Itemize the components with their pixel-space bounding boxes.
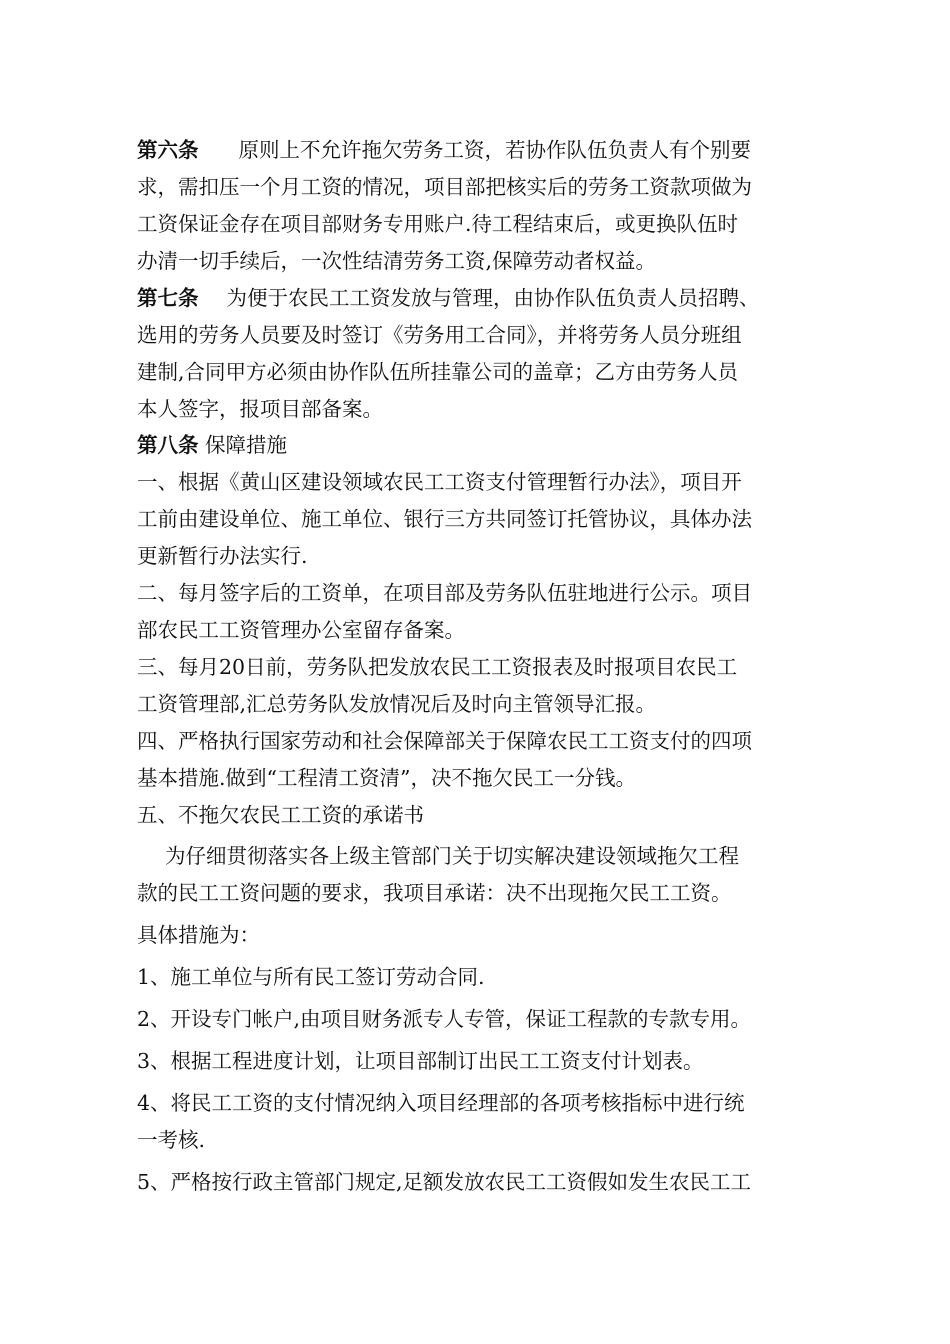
measure-3-line-1: 三、每月20日前，劳务队把发放农民工工资报表及时报项目农民工 — [137, 655, 738, 679]
measure-1-line-2: 工前由建设单位、施工单位、银行三方共同签订托管协议，具体办法 — [137, 507, 752, 531]
measure-4-line-1: 四、严格执行国家劳动和社会保障部关于保障农民工工资支付的四项 — [137, 729, 752, 753]
pledge-item-3: 3、根据工程进度计划，让项目部制订出民工工资支付计划表。 — [137, 1049, 704, 1073]
measure-2-line-2: 部农民工工资管理办公室留存备案。 — [137, 618, 465, 642]
article-7-line-4: 本人签字，报项目部备案。 — [137, 397, 383, 421]
pledge-item-2: 2、开设专门帐户,由项目财务派专人专管，保证工程款的专款专用。 — [137, 1007, 752, 1031]
measure-4-line-2: 基本措施.做到“工程清工资清”，决不拖欠民工一分钱。 — [137, 766, 636, 790]
article-8-heading: 第八条 — [137, 433, 199, 457]
article-7-line-3: 建制,合同甲方必须由协作队伍所挂靠公司的盖章；乙方由劳务人员 — [137, 360, 739, 384]
article-6-text-1: 原则上不允许拖欠劳务工资，若协作队伍负责人有个别要 — [238, 138, 751, 162]
article-6-line-4: 办清一切手续后，一次性结清劳务工资,保障劳动者权益。 — [137, 249, 657, 273]
article-6-line-3: 工资保证金存在项目部财务专用账户.待工程结束后，或更换队伍时 — [137, 212, 739, 236]
article-7-line-1 — [137, 285, 760, 311]
pledge-item-1: 1、施工单位与所有民工签订劳动合同. — [137, 965, 485, 989]
measure-5-title: 五、不拖欠农民工工资的承诺书 — [137, 803, 424, 827]
measure-3-line-2: 工资管理部,汇总劳务队发放情况后及时向主管领导汇报。 — [137, 692, 657, 716]
article-8-heading-line — [137, 432, 287, 458]
measure-1-line-1: 一、根据《黄山区建设领域农民工工资支付管理暂行办法》，项目开 — [137, 470, 742, 494]
measure-1-line-3: 更新暂行办法实行. — [137, 544, 308, 568]
measure-2-line-1: 二、每月签字后的工资单，在项目部及劳务队伍驻地进行公示。项目 — [137, 581, 752, 605]
article-7-text-1: 为便于农民工工资发放与管理，由协作队伍负责人员招聘、 — [226, 286, 760, 310]
article-6-heading: 第六条 — [137, 138, 199, 162]
article-6-line-1 — [137, 137, 751, 163]
article-6-line-2: 求，需扣压一个月工资的情况，项目部把核实后的劳务工资款项做为 — [137, 175, 752, 199]
pledge-line-2: 款的民工工资问题的要求，我项目承诺：决不出现拖欠民工工资。 — [137, 881, 732, 905]
article-8-title: 保障措施 — [205, 433, 288, 457]
article-7-heading: 第七条 — [137, 286, 199, 310]
pledge-item-4-line-1: 4、将民工工资的支付情况纳入项目经理部的各项考核指标中进行统 — [137, 1091, 745, 1115]
pledge-item-5: 5、严格按行政主管部门规定,足额发放农民工工资假如发生农民工工 — [137, 1170, 752, 1194]
measures-title: 具体措施为： — [137, 923, 260, 947]
pledge-item-4-line-2: 一考核. — [137, 1128, 206, 1152]
pledge-line-1: 为仔细贯彻落实各上级主管部门关于切实解决建设领域拖欠工程 — [165, 844, 739, 868]
article-7-line-2: 选用的劳务人员要及时签订《劳务用工合同》，并将劳务人员分班组 — [137, 323, 742, 347]
